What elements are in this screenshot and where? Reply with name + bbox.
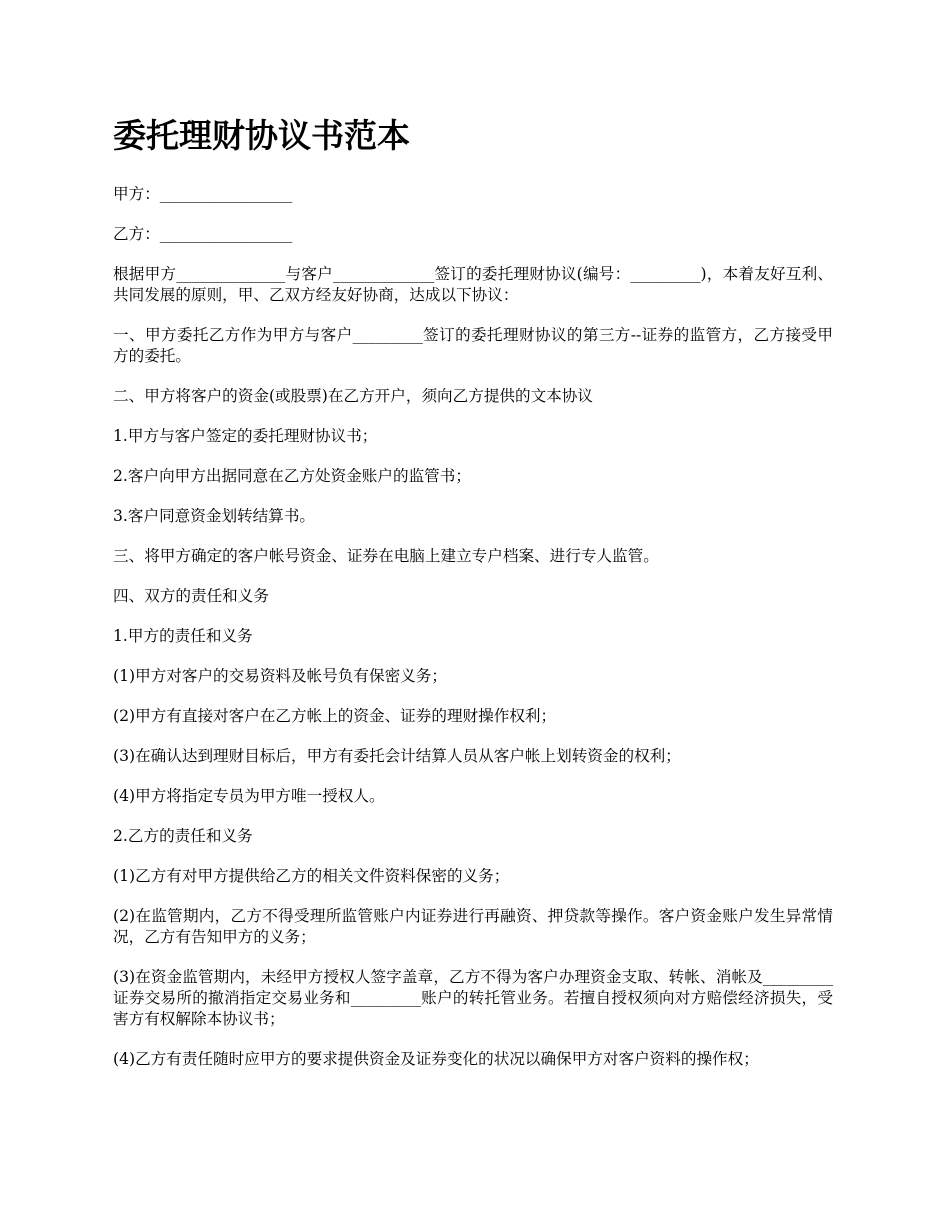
party-b-duties-heading: 2.乙方的责任和义务	[113, 827, 253, 845]
party-a-duty-2: (2)甲方有直接对客户在乙方帐上的资金、证券的理财操作权利；	[113, 707, 557, 725]
document-page	[113, 108, 833, 1089]
party-b-duty-2: (2)在监管期内，乙方不得受理所监管账户内证券进行再融资、押贷款等操作。客户资金账户发生异常情况，乙方有告知甲方的义务；	[113, 907, 833, 946]
clause-4-heading: 四、双方的责任和义务	[113, 587, 269, 605]
clause-2-item-1: 1.甲方与客户签定的委托理财协议书；	[113, 427, 378, 445]
party-b-line: 乙方：_________________	[113, 225, 293, 243]
clause-3: 三、将甲方确定的客户帐号资金、证券在电脑上建立专户档案、进行专人监管。	[113, 547, 659, 565]
clause-2-item-3: 3.客户同意资金划转结算书。	[113, 507, 316, 525]
party-a-duty-4: (4)甲方将指定专员为甲方唯一授权人。	[113, 787, 385, 805]
party-a-duty-1: (1)甲方对客户的交易资料及帐号负有保密义务；	[113, 667, 447, 685]
document-title: 委托理财协议书范本	[113, 116, 410, 155]
party-a-line: 甲方：_________________	[113, 185, 293, 203]
party-a-duty-3: (3)在确认达到理财目标后，甲方有委托会计结算人员从客户帐上划转资金的权利；	[113, 747, 681, 765]
party-b-duty-3: (3)在资金监管期内，未经甲方授权人签字盖章，乙方不得为客户办理资金支取、转帐、消帐及_________证券交易所的撤消指定交易业务和_________账户的转托管业务。若擅自授权须向对方赔偿经济损失，受害方有权解除本协议书；	[113, 968, 833, 1028]
preamble-paragraph: 根据甲方______________与客户_____________签订的委托理财协议(编号：_________)，本着友好互利、共同发展的原则，甲、乙双方经友好协商，达成以下协议：	[113, 265, 833, 304]
clause-2-item-2: 2.客户向甲方出据同意在乙方处资金账户的监管书；	[113, 467, 471, 485]
party-a-duties-heading: 1.甲方的责任和义务	[113, 627, 253, 645]
party-b-duty-1: (1)乙方有对甲方提供给乙方的相关文件资料保密的义务；	[113, 867, 510, 885]
clause-2: 二、甲方将客户的资金(或股票)在乙方开户，须向乙方提供的文本协议	[113, 387, 593, 405]
party-b-duty-4: (4)乙方有责任随时应甲方的要求提供资金及证券变化的状况以确保甲方对客户资料的操作权；	[113, 1050, 759, 1068]
clause-1: 一、甲方委托乙方作为甲方与客户_________签订的委托理财协议的第三方--证券的监管方，乙方接受甲方的委托。	[113, 326, 833, 365]
